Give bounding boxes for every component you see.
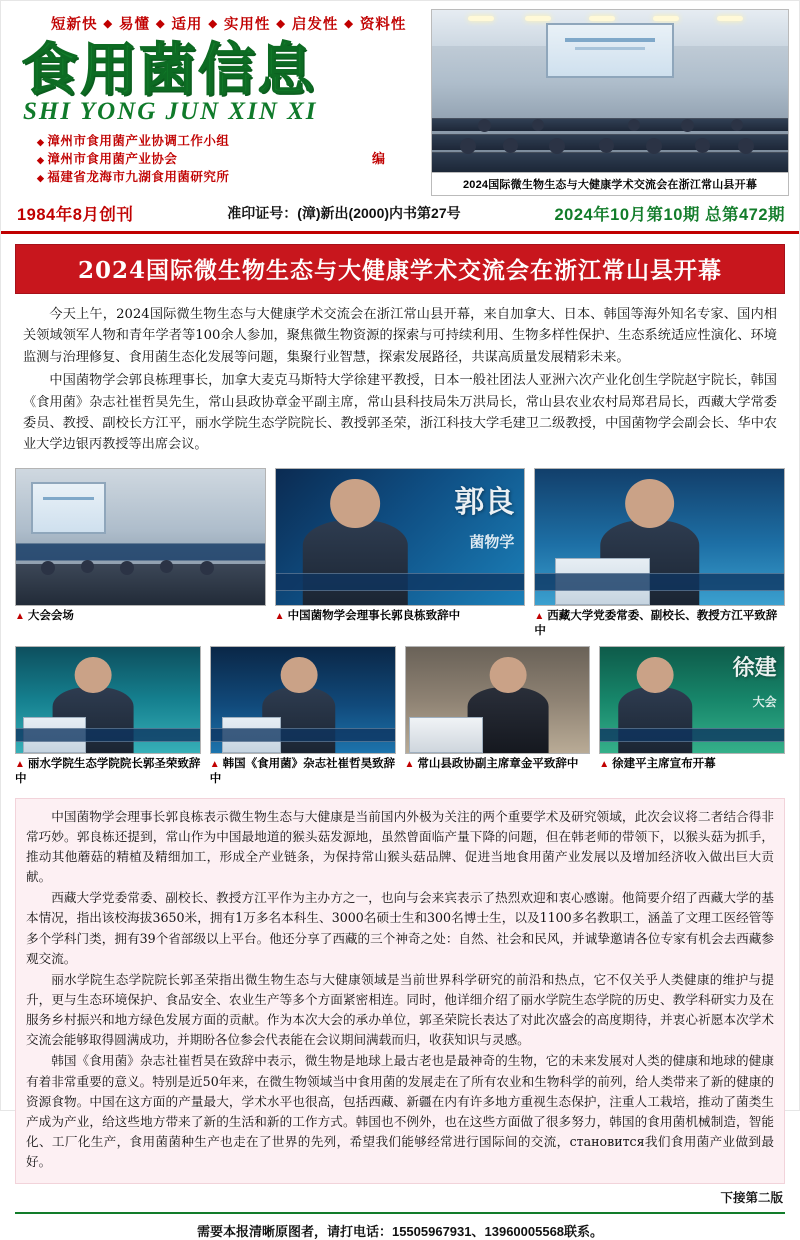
organization-line bbox=[37, 132, 425, 150]
lead-paragraph: 中国菌物学会郭良栋理事长，加拿大麦克马斯特大学徐建平教授，日本一般社团法人亚洲六次产业化创生学院赵宇院长，韩国《食用菌》杂志社崔哲昊先生，常山县政协章金平副主席，常山县科技局朱万洪局长，常山县农业农村局郑君局长，西藏大学常委委员、教授、副校长方江平，丽水学院生态学院院长、教授郭圣荣，浙江科技大学毛建卫二级教授，中国菌物学会副会长、华中农业大学边银丙教授等出席会议。 bbox=[23, 373, 777, 453]
organizations bbox=[17, 132, 425, 186]
photo-caption-text: 丽水学院生态学院院长郭圣荣致辞中 bbox=[15, 757, 201, 786]
photo-item bbox=[15, 646, 201, 788]
photo-caption-text: 韩国《食用菌》杂志社崔哲昊致辞中 bbox=[209, 757, 396, 786]
article-paragraph: 丽水学院生态学院院长郭圣荣指出微生物生态与大健康领域是当前世界科学研究的前沿和热点，它不仅关乎人类健康的维护与提升，更与生态环境保护、食品安全、农业生产等多个方面紧密相连。同时，他详细介绍了丽水学院生态学院的历史、教学科研实力及在服务乡村振兴和地方绿色发展方面的贡献。作为本次大会的承办单位，郭圣荣院长表达了对此次盛会的高度期待，并衷心祈愿本次学术交流会能够取得圆满成功，并期盼各位参会代表能在会议期间满载而归，收获知识与灵感。 bbox=[26, 971, 774, 1048]
photo-speaker-zhang-jinping bbox=[405, 646, 591, 754]
masthead-photo bbox=[431, 9, 789, 173]
diamond-icon: ◆ bbox=[208, 18, 218, 30]
triangle-icon: ▲ bbox=[599, 758, 610, 770]
audience-rows bbox=[432, 81, 788, 172]
tagline-item-1: 易懂 bbox=[118, 17, 150, 33]
photo-overlay-subtitle: 菌物学 bbox=[469, 533, 515, 552]
photo-overlay-subtitle: 大会 bbox=[752, 695, 777, 710]
photo-conference-hall bbox=[15, 468, 266, 606]
continued-note: 下接第二版 bbox=[720, 1191, 783, 1206]
photo-caption bbox=[210, 754, 396, 788]
publication-title: 食用菌信息 bbox=[21, 36, 316, 103]
masthead bbox=[1, 1, 799, 197]
article-body bbox=[15, 798, 785, 1185]
masthead-right bbox=[425, 9, 789, 197]
photo-overlay-title: 徐建 bbox=[732, 655, 777, 682]
tagline-item-2: 适用 bbox=[171, 17, 203, 33]
triangle-icon: ▲ bbox=[209, 758, 220, 770]
publication-pinyin: SHI YONG JUN XIN XI bbox=[23, 97, 318, 125]
diamond-icon: ◆ bbox=[155, 18, 166, 30]
photo-caption bbox=[599, 754, 785, 773]
photo-gallery-row-1 bbox=[1, 462, 799, 640]
lead-paragraph: 今天上午，2024国际微生物生态与大健康学术交流会在浙江常山县开幕，来自加拿大、日本、韩国等海外知名专家、国内相关领域领军人物和青年学者等100余人参加，聚焦微生物资源的探索与可持续利用、生物多样性保护、生态系统适应性演化、环境监测与治理修复、食用菌生态化发展等问题，集聚行业智慧，探索发展路径，共谋高质量发展精彩未来。 bbox=[23, 307, 777, 365]
lead-text bbox=[1, 294, 799, 462]
photo-caption-text: 大会会场 bbox=[27, 609, 74, 622]
article-paragraph: 中国菌物学会理事长郭良栋表示微生物生态与大健康是当前国内外极为关注的两个重要学术及研究领域，此次会议将二者结合得非常巧妙。郭良栋还提到，常山作为中国最地道的猴头菇发源地，虽然曾面临产量下降的问题，但在韩老师的带领下，以猴头菇为抓手，推动其他蘑菇的精植及精细加工，形成全产业链条，为保持常山猴头菇品牌、促进当地食用菌产业发展以及增加经济收入做出巨大贡献。 bbox=[26, 808, 774, 885]
photo-caption-text: 西藏大学党委常委、副校长、教授方江平致辞中 bbox=[534, 609, 778, 638]
headline-wrapper bbox=[1, 234, 799, 294]
photo-caption bbox=[275, 606, 526, 625]
photo-item bbox=[599, 646, 785, 788]
diamond-icon: ◆ bbox=[37, 154, 45, 165]
tagline-item-5: 资料性 bbox=[359, 17, 407, 33]
article-paragraph: 西藏大学党委常委、副校长、教授方江平作为主办方之一，也向与会来宾表示了热烈欢迎和衷心感谢。他简要介绍了西藏大学的基本情况，指出该校海拔3650米，拥有1万多名本科生、3000名硕士生和300名博士生，以及1100多名教职工，涵盖了文理工医经管等多个学科门类，拥有39个省部级以上平台。他还分享了西藏的三个神奇之处：自然、社会和民风，并诚挚邀请各位专家有机会去西藏参观交流。 bbox=[26, 890, 774, 966]
photo-caption bbox=[15, 754, 201, 788]
tagline-item-4: 启发性 bbox=[291, 17, 339, 33]
photo-caption bbox=[534, 606, 785, 640]
diamond-icon: ◆ bbox=[276, 18, 286, 30]
founded-date: 1984年8月创刊 bbox=[17, 206, 134, 224]
article-paragraph: 韩国《食用菌》杂志社崔哲昊在致辞中表示，微生物是地球上最古老也是最神奇的生物，它的未来发展对人类的健康和地球的健康有着非常重要的意义。特别是近50年来，在微生物领域当中食用菌的发展走在了所有农业和生物科学的前列，给人类带来了新的健康的资源食物。中国在这方面的产量最大，学术水平也很高，包括西藏、新疆在内有许多地方重视生态保护，注重人工栽培，推动了菌类生产成为产业，给这些地方带来了新的生活和新的工作方式。韩国也不例外，也在这些方面做了很多努力，韩国的食用菌机械制造，智能化、工厂化生产，食用菌菌种生产也走在了世界的先列，希望我们能够经常进行国际间的交流，становится我们食用菌产业做到最好。 bbox=[26, 1053, 774, 1170]
triangle-icon: ▲ bbox=[15, 758, 25, 770]
photo-item bbox=[275, 468, 526, 640]
diamond-icon: ◆ bbox=[344, 18, 354, 30]
photo-caption-text: 徐建平主席宣布开幕 bbox=[612, 757, 716, 770]
photo-speaker-cui-zhehao bbox=[210, 646, 396, 754]
photo-overlay-title: 郭良 bbox=[454, 484, 515, 520]
photo-caption-text: 常山县政协副主席章金平致辞中 bbox=[417, 757, 579, 770]
organization-text: 漳州市食用菌产业协会 bbox=[47, 151, 178, 166]
photo-caption bbox=[15, 606, 266, 625]
organization-text: 福建省龙海市九湖食用菌研究所 bbox=[47, 170, 230, 185]
issue-number: 2024年10月第10期 总第472期 bbox=[554, 206, 785, 224]
triangle-icon: ▲ bbox=[404, 758, 415, 770]
organization-line bbox=[37, 168, 425, 186]
photo-speaker-xu-jianping bbox=[599, 646, 785, 754]
stage-screen bbox=[546, 23, 674, 78]
triangle-icon: ▲ bbox=[534, 610, 545, 622]
photo-caption bbox=[405, 754, 591, 773]
diamond-icon: ◆ bbox=[37, 136, 45, 147]
photo-gallery-row-2 bbox=[1, 640, 799, 788]
issue-info-bar bbox=[1, 197, 799, 234]
photo-item bbox=[534, 468, 785, 640]
photo-item bbox=[15, 468, 266, 640]
triangle-icon: ▲ bbox=[274, 610, 285, 622]
organization-text: 漳州市食用菌产业协调工作小组 bbox=[47, 133, 230, 148]
organization-line bbox=[37, 150, 425, 168]
diamond-icon: ◆ bbox=[103, 18, 113, 30]
photo-item bbox=[405, 646, 591, 788]
photo-caption-text: 中国菌物学会理事长郭良栋致辞中 bbox=[287, 609, 461, 622]
diamond-icon: ◆ bbox=[37, 173, 45, 184]
article-headline: 2024国际微生物生态与大健康学术交流会在浙江常山县开幕 bbox=[15, 244, 785, 294]
logo-block bbox=[17, 36, 425, 126]
photo-speaker-fang-jiangping bbox=[534, 468, 785, 606]
tagline-item-0: 短新快 bbox=[51, 17, 98, 33]
page-footer: 需要本报清晰原图者，请打电话：15505967931、13960005568联系。 bbox=[15, 1212, 785, 1240]
masthead-left bbox=[11, 9, 425, 197]
triangle-icon: ▲ bbox=[15, 610, 25, 622]
tagline-item-3: 实用性 bbox=[223, 17, 271, 33]
tagline bbox=[51, 13, 425, 34]
organization-suffix: 编 bbox=[371, 150, 385, 166]
photo-speaker-guo-liangdong bbox=[275, 468, 526, 606]
photo-speaker-guo-shengrong bbox=[15, 646, 201, 754]
photo-item bbox=[210, 646, 396, 788]
license-number: 准印证号：(漳)新出(2000)内书第27号 bbox=[227, 205, 461, 221]
masthead-photo-caption: 2024国际微生物生态与大健康学术交流会在浙江常山县开幕 bbox=[431, 173, 789, 196]
